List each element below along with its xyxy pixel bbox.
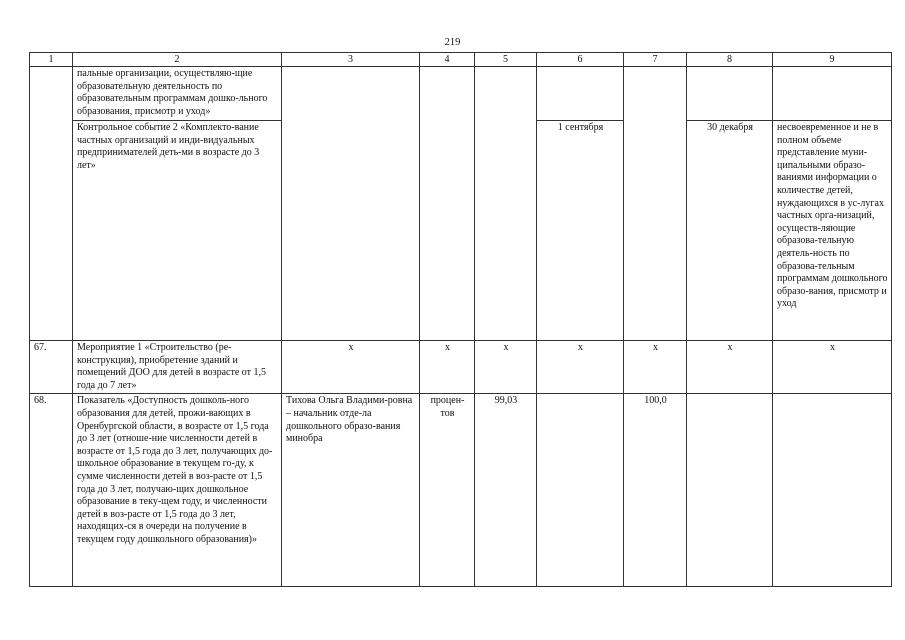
row67-cell-9: х [773, 341, 892, 394]
continuation-row [30, 67, 892, 121]
row-68 [30, 394, 892, 587]
plan-table [29, 52, 892, 587]
event2-risk-cell: несвоевременное и не в полном объеме представление муни-ципальными образо-ваниями информации о количестве детей, нуждающихся в ус-лугах частных орга-низаций, осуществ-ляющие образова-тельную деятель-ность по образова-тельным программам дошкольного образо-вания, присмотр и уход [773, 121, 892, 341]
cont-cell-8 [687, 67, 773, 121]
header-cell-6: 6 [537, 53, 624, 67]
row67-cell-4: х [420, 341, 475, 394]
event2-cell-7 [624, 121, 687, 341]
event2-cell-5 [475, 121, 537, 341]
cont-cell-9 [773, 67, 892, 121]
row68-unit: процен-тов [420, 394, 475, 587]
event2-start-date: 1 сентября [537, 121, 624, 341]
event2-row [30, 121, 892, 341]
header-cell-7: 7 [624, 53, 687, 67]
cont-cell-3 [282, 67, 420, 121]
row67-cell-8: х [687, 341, 773, 394]
event2-cell-4 [420, 121, 475, 341]
header-cell-8: 8 [687, 53, 773, 67]
cont-cell-4 [420, 67, 475, 121]
row67-num: 67. [30, 341, 73, 394]
event2-end-date: 30 декабря [687, 121, 773, 341]
event2-cell-3 [282, 121, 420, 341]
row67-cell-7: х [624, 341, 687, 394]
cont-cell-6 [537, 67, 624, 121]
row68-responsible: Тихова Ольга Владими-ровна – начальник отде-ла дошкольного образо-вания минобра [282, 394, 420, 587]
row68-target-value: 100,0 [624, 394, 687, 587]
row68-base-value: 99,03 [475, 394, 537, 587]
header-cell-5: 5 [475, 53, 537, 67]
event2-description-cell: Контрольное событие 2 «Комплекто-вание частных организаций и инди-видуальных предпринимателей деть-ми в возрасте до 3 лет» [73, 121, 282, 341]
cont-cell-5 [475, 67, 537, 121]
header-cell-3: 3 [282, 53, 420, 67]
header-cell-1: 1 [30, 53, 73, 67]
row67-description: Мероприятие 1 «Строительство (ре-конструкция), приобретение зданий и помещений ДОО для детей в возрасте от 1,5 года до 7 лет» [73, 341, 282, 394]
row68-cell-8 [687, 394, 773, 587]
cont-description-cell: пальные организации, осуществляю-щие образовательную деятельность по образовательным программам дошко-льного образования, присмотр и уход» [73, 67, 282, 121]
row68-cell-9 [773, 394, 892, 587]
header-row [30, 53, 892, 67]
row67-cell-3: х [282, 341, 420, 394]
row68-description: Показатель «Доступность дошколь-ного образования для детей, прожи-вающих в Оренбургской области, в возрасте от 1,5 года до 3 лет (отноше-ние численности детей в возрасте от 1,5 года до 3 лет, получающих до-школьное образование в текущем го-ду, к сумме численности детей в воз-расте от 1,5 года до 3 лет, получаю-щих дошкольное образование в теку-щем году, и численности детей в воз-расте от 1,5 года до 3 лет, находящих-ся в очереди на получение в текущем году дошкольного образования)» [73, 394, 282, 587]
header-cell-9: 9 [773, 53, 892, 67]
cont-num-cell [30, 67, 73, 121]
row-67 [30, 341, 892, 394]
row68-cell-6 [537, 394, 624, 587]
header-cell-4: 4 [420, 53, 475, 67]
page-number: 219 [444, 37, 461, 48]
cont-cell-7 [624, 67, 687, 121]
row67-cell-6: х [537, 341, 624, 394]
row68-num: 68. [30, 394, 73, 587]
header-cell-2: 2 [73, 53, 282, 67]
event2-num-cell [30, 121, 73, 341]
row67-cell-5: х [475, 341, 537, 394]
